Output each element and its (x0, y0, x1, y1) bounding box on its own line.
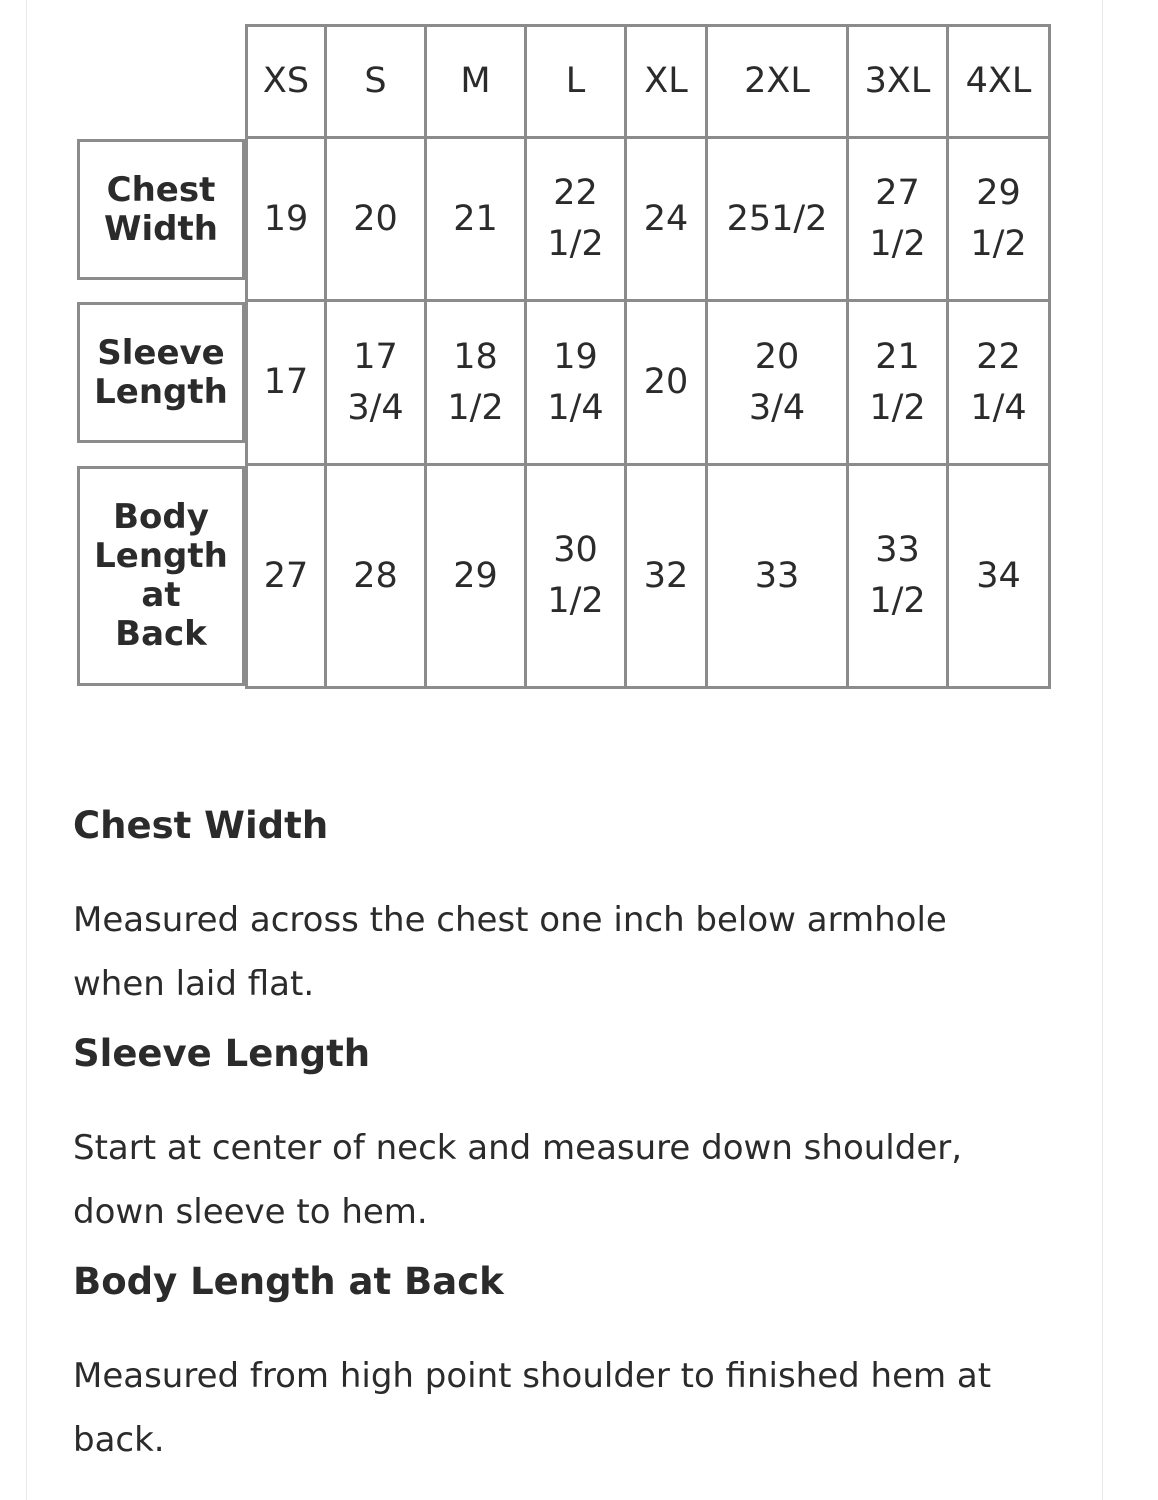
size-value-r0-c2 (424, 136, 527, 302)
sleeve-length-text: Start at center of neck and measure down shoulder, down sleeve to hem. (73, 1128, 963, 1232)
size-value-r0-c0-text: 19 (263, 198, 309, 239)
size-value-r1-c0 (245, 299, 327, 466)
size-value-r1-c1-text: 17 3/4 (347, 336, 404, 428)
size-value-r0-c6-text: 27 1/2 (869, 173, 926, 264)
row-label-2-text: Body Length at Back (94, 497, 228, 654)
size-value-r2-c6-text: 33 1/2 (869, 530, 926, 621)
size-value-r2-c3-text: 30 1/2 (547, 530, 604, 621)
size-header-4xl-text: 4XL (965, 61, 1032, 101)
chest-width-text: Measured across the chest one inch below armhole when laid flat. (73, 900, 947, 1004)
size-value-r2-c5-text: 33 (754, 555, 800, 596)
size-value-r0-c1 (324, 136, 427, 302)
size-header-xl (624, 24, 708, 139)
size-header-xl-text: XL (644, 61, 688, 101)
size-header-l (524, 24, 627, 139)
size-value-r1-c7-text: 22 1/4 (970, 336, 1027, 428)
size-value-r1-c1 (324, 299, 427, 466)
size-value-r1-c3-text: 19 1/4 (547, 336, 604, 428)
size-header-m-text: M (460, 61, 491, 101)
size-value-r2-c6 (846, 463, 949, 689)
size-value-r0-c4 (624, 136, 708, 302)
size-value-r0-c7-text: 29 1/2 (970, 173, 1027, 264)
size-value-r2-c0 (245, 463, 327, 689)
size-value-r1-c4-text: 20 (643, 362, 689, 402)
size-value-r2-c1-text: 28 (353, 555, 398, 596)
size-header-m (424, 24, 527, 139)
size-header-l-text: L (565, 61, 586, 101)
chest-width-heading: Chest Width (73, 804, 329, 847)
row-label-0 (77, 139, 245, 280)
size-header-xs (245, 24, 327, 139)
size-value-r0-c0 (245, 136, 327, 302)
size-value-r1-c0-text: 17 (263, 362, 309, 402)
size-value-r2-c0-text: 27 (263, 555, 309, 596)
size-value-r1-c6 (846, 299, 949, 466)
sleeve-length-heading: Sleeve Length (73, 1032, 371, 1075)
body-length-description (73, 1260, 1033, 1472)
size-header-3xl-text: 3XL (864, 61, 931, 101)
size-header-s-text: S (364, 61, 387, 101)
size-value-r2-c2 (424, 463, 527, 689)
size-value-r0-c1-text: 20 (353, 198, 398, 239)
size-value-r1-c6-text: 21 1/2 (869, 336, 926, 428)
size-value-r1-c2 (424, 299, 527, 466)
size-value-r0-c3-text: 22 1/2 (547, 173, 604, 264)
size-value-r0-c2-text: 21 (453, 198, 498, 239)
size-value-r1-c3 (524, 299, 627, 466)
size-value-r2-c7-text: 34 (976, 555, 1021, 596)
row-label-0-text: Chest Width (104, 169, 218, 249)
size-value-r2-c7 (946, 463, 1051, 689)
row-label-1 (77, 302, 245, 443)
size-value-r2-c2-text: 29 (453, 555, 498, 596)
size-value-r2-c3 (524, 463, 627, 689)
size-header-3xl (846, 24, 949, 139)
body-length-heading: Body Length at Back (73, 1260, 504, 1303)
size-value-r2-c4-text: 32 (643, 555, 689, 596)
size-value-r2-c4 (624, 463, 708, 689)
size-header-xs-text: XS (262, 61, 310, 101)
size-header-s (324, 24, 427, 139)
size-value-r0-c4-text: 24 (643, 198, 689, 239)
page-edge-left (26, 0, 27, 1500)
sleeve-length-description (73, 1032, 1033, 1244)
page-edge-right (1102, 0, 1103, 1500)
size-value-r0-c5-text: 251/2 (726, 198, 828, 239)
size-value-r2-c5 (705, 463, 849, 689)
size-value-r1-c5-text: 20 3/4 (748, 336, 806, 428)
size-header-4xl (946, 24, 1051, 139)
size-value-r1-c2-text: 18 1/2 (447, 336, 504, 428)
size-value-r1-c4 (624, 299, 708, 466)
chest-width-description (73, 804, 1033, 1016)
size-value-r0-c7 (946, 136, 1051, 302)
row-label-2 (77, 466, 245, 686)
size-value-r1-c7 (946, 299, 1051, 466)
size-header-2xl-text: 2XL (744, 61, 810, 101)
row-label-1-text: Sleeve Length (94, 332, 228, 412)
size-value-r2-c1 (324, 463, 427, 689)
size-value-r0-c3 (524, 136, 627, 302)
body-length-text: Measured from high point shoulder to finished hem at back. (73, 1356, 992, 1460)
size-value-r1-c5 (705, 299, 849, 466)
size-value-r0-c6 (846, 136, 949, 302)
size-header-2xl (705, 24, 849, 139)
size-value-r0-c5 (705, 136, 849, 302)
